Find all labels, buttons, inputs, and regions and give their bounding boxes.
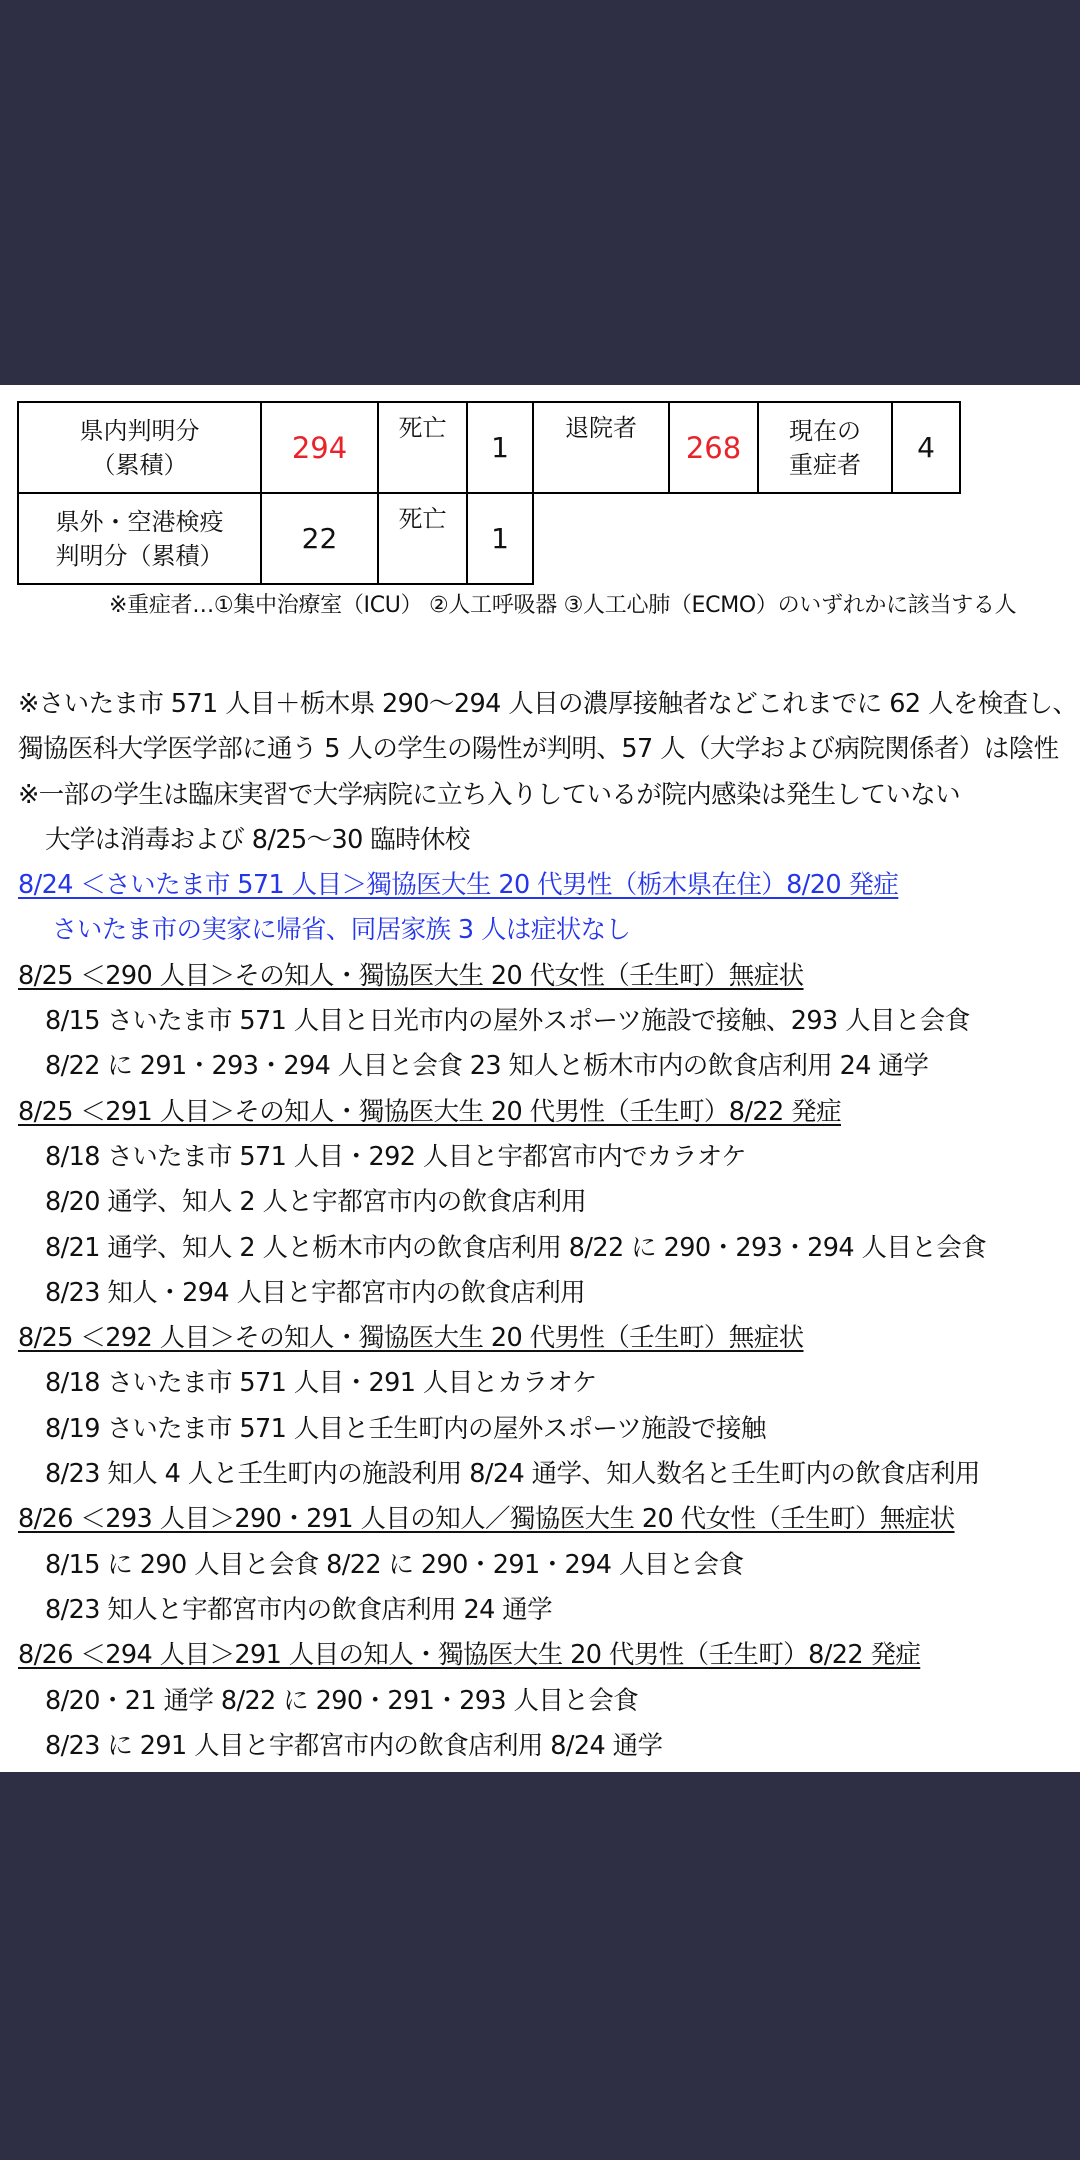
text-line: 8/25 ＜292 人目＞その知人・獨協医大生 20 代男性（壬生町）無症状 xyxy=(18,1323,804,1354)
death-value: 1 xyxy=(467,402,533,493)
text-line: 8/15 に 290 人目と会食 8/22 に 290・291・294 人目と会食 xyxy=(45,1549,744,1580)
text-line: 8/24 ＜さいたま市 571 人目＞獨協医大生 20 代男性（栃木県在住）8/20 発症 xyxy=(18,870,899,901)
outside-value: 22 xyxy=(261,493,378,584)
discharged-value: 268 xyxy=(669,402,758,493)
severe-value: 4 xyxy=(892,402,960,493)
text-line: 8/23 知人と宇都宮市内の飲食店利用 24 通学 xyxy=(45,1594,553,1625)
text-line: 8/25 ＜291 人目＞その知人・獨協医大生 20 代男性（壬生町）8/22 発症 xyxy=(18,1096,841,1127)
stats-row-outside xyxy=(18,493,960,584)
case-details-text xyxy=(18,682,1078,1769)
outside-label: 県外・空港検疫 判明分（累積） xyxy=(18,493,261,584)
text-line: ※さいたま市 571 人目＋栃木県 290～294 人目の濃厚接触者などこれまでに 62 人を検査し、 xyxy=(18,689,1078,719)
text-line: 8/18 さいたま市 571 人目・291 人目とカラオケ xyxy=(45,1368,597,1399)
text-line: 8/23 に 291 人目と宇都宮市内の飲食店利用 8/24 通学 xyxy=(45,1730,663,1761)
severe-label: 現在の 重症者 xyxy=(758,402,892,493)
outside-death-value: 1 xyxy=(467,493,533,584)
stats-row-domestic xyxy=(18,402,960,493)
text-line: 8/15 さいたま市 571 人目と日光市内の屋外スポーツ施設で接触、293 人目と会食 xyxy=(45,1006,970,1037)
text-line: ※一部の学生は臨床実習で大学病院に立ち入りしているが院内感染は発生していない xyxy=(18,779,961,810)
text-line: 8/23 知人 4 人と壬生町内の施設利用 8/24 通学、知人数名と壬生町内の飲食店利用 xyxy=(45,1459,980,1490)
text-line: 8/21 通学、知人 2 人と栃木市内の飲食店利用 8/22 に 290・293・294 人目と会食 xyxy=(45,1232,987,1263)
text-line: 8/26 ＜294 人目＞291 人目の知人・獨協医大生 20 代男性（壬生町）8/22 発症 xyxy=(18,1640,921,1671)
death-label: 死亡 xyxy=(378,402,467,493)
text-line: 大学は消毒および 8/25～30 臨時休校 xyxy=(45,824,470,855)
text-line: 8/20 通学、知人 2 人と宇都宮市内の飲食店利用 xyxy=(45,1187,587,1218)
text-line: 8/22 に 291・293・294 人目と会食 23 知人と栃木市内の飲食店利用 24 通学 xyxy=(45,1051,929,1082)
text-line: 8/20・21 通学 8/22 に 290・291・293 人目と会食 xyxy=(45,1685,639,1716)
text-line: 獨協医科大学医学部に通う 5 人の学生の陽性が判明、57 人（大学および病院関係者）は陰性 xyxy=(18,734,1059,765)
text-line: 8/18 さいたま市 571 人目・292 人目と宇都宮市内でカラオケ xyxy=(45,1141,747,1172)
document-image xyxy=(0,385,1080,1772)
discharged-label: 退院者 xyxy=(533,402,669,493)
outside-death-label: 死亡 xyxy=(378,493,467,584)
text-line: 8/19 さいたま市 571 人目と壬生町内の屋外スポーツ施設で接触 xyxy=(45,1413,766,1444)
severe-definition-note: ※重症者…①集中治療室（ICU） ②人工呼吸器 ③人工心肺（ECMO）のいずれかに該当する人 xyxy=(109,593,1017,618)
domestic-value: 294 xyxy=(261,402,378,493)
text-line: 8/23 知人・294 人目と宇都宮市内の飲食店利用 xyxy=(45,1277,586,1308)
stats-table xyxy=(17,401,961,585)
domestic-label: 県内判明分 （累積） xyxy=(18,402,261,493)
text-line: 8/26 ＜293 人目＞290・291 人目の知人／獨協医大生 20 代女性（壬生町）無症状 xyxy=(18,1504,955,1535)
text-line: 8/25 ＜290 人目＞その知人・獨協医大生 20 代女性（壬生町）無症状 xyxy=(18,960,804,991)
text-line: さいたま市の実家に帰省、同居家族 3 人は症状なし xyxy=(52,915,631,946)
